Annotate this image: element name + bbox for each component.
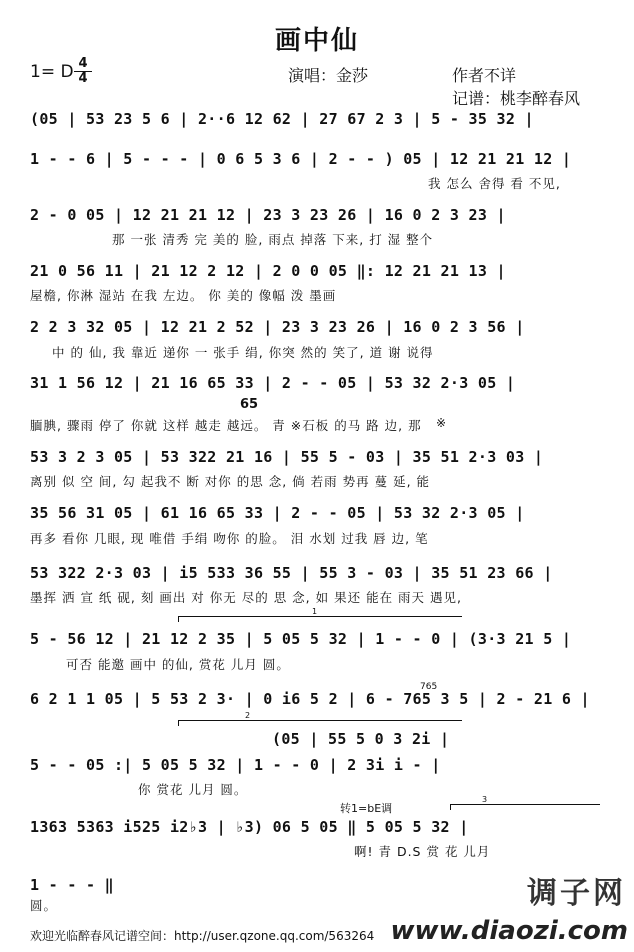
music-line-14: 1363 5363 i525 i2♭3 | ♭3) 06 5 05 ‖ 5 05 5 32 | xyxy=(30,818,469,836)
time-signature xyxy=(74,58,92,85)
music-line-7: 53 3 2 3 05 | 53 322 21 16 | 55 5 - 03 | 35 51 2·3 03 | xyxy=(30,448,544,466)
time-signature-top: 4 xyxy=(78,56,88,71)
lyric-line-6: 腼腆, 骤雨 停了 你就 这样 越走 越远。 青 ※石板 的马 路 边, 那 xyxy=(30,418,422,433)
time-signature-bottom: 4 xyxy=(78,71,88,86)
lyric-line-2: 我 怎么 舍得 看 不见, xyxy=(428,176,561,191)
music-line-3: 2 - 0 05 | 12 21 21 12 | 23 3 23 26 | 16 0 2 3 23 | xyxy=(30,206,506,224)
singer-credit: 演唱：金莎 xyxy=(288,66,369,85)
lyric-line-15: 圆。 xyxy=(30,898,58,913)
volta-2-label: 2 xyxy=(245,711,251,720)
volta-2-tick xyxy=(178,720,179,726)
music-line-6: 31 1 56 12 | 21 16 65 33 | 2 - - 05 | 53 32 2·3 05 | xyxy=(30,374,516,392)
volta-1-bracket xyxy=(178,616,462,617)
lyric-line-4: 屋檐, 你淋 湿站 在我 左边。 你 美的 像幅 泼 墨画 xyxy=(30,288,337,303)
key-change-note: 转1=bE调 xyxy=(340,802,393,815)
composer-credit: 作者不详 xyxy=(452,66,517,85)
footer-text: 欢迎光临醉春风记谱空间：http://user.qzone.qq.com/563264 xyxy=(30,929,375,943)
volta-3-label: 3 xyxy=(482,795,488,804)
music-line-12: (05 | 55 5 0 3 2i | xyxy=(272,730,450,748)
lyric-line-7: 离别 似 空 间, 勾 起我不 断 对你 的思 念, 倘 若雨 势再 蔓 延, 能 xyxy=(30,474,431,489)
song-title: 画中仙 xyxy=(274,26,359,56)
volta-1-label: 1 xyxy=(312,607,318,616)
grace-notes-765: 765 xyxy=(420,682,438,692)
lyric-line-9: 墨挥 洒 宣 纸 砚, 刻 画出 对 你无 尽的 思 念, 如 果还 能在 雨天 遇见, xyxy=(30,590,462,605)
music-line-13: 5 - - 05 :| 5 05 5 32 | 1 - - 0 | 2 3i i - | xyxy=(30,756,441,774)
lyric-line-10: 可否 能邀 画中 的仙, 赏花 儿月 圆。 xyxy=(66,657,290,672)
watermark-url: www.diaozi.com xyxy=(390,916,628,946)
music-line-11: 6 2 1 1 05 | 5 53 2 3· | 0 i6 5 2 | 6 - 765 3 5 | 2 - 21 6 | xyxy=(30,690,590,708)
lyric-line-8: 再多 看你 几眼, 现 唯借 手绢 吻你 的脸。 泪 水划 过我 唇 边, 笔 xyxy=(30,531,429,546)
music-line-5: 2 2 3 32 05 | 12 21 2 52 | 23 3 23 26 | 16 0 2 3 56 | xyxy=(30,318,525,336)
music-line-2: 1 - - 6 | 5 - - - | 0 6 5 3 6 | 2 - - ) 05 | 12 21 21 12 | xyxy=(30,150,572,168)
lyric-line-5: 中 的 仙, 我 靠近 递你 一 张手 绢, 你突 然的 笑了, 道 谢 说得 xyxy=(52,345,434,360)
volta-2-bracket xyxy=(178,720,462,721)
music-line-4: 21 0 56 11 | 21 12 2 12 | 2 0 0 05 ‖: 12 21 21 13 | xyxy=(30,262,506,280)
lyric-line-13: 你 赏花 儿月 圆。 xyxy=(138,782,248,797)
notator-credit: 记谱：桃李醉春风 xyxy=(452,89,581,108)
watermark-brand: 调子网 xyxy=(527,876,626,911)
music-line-8: 35 56 31 05 | 61 16 65 33 | 2 - - 05 | 53 32 2·3 05 | xyxy=(30,504,525,522)
volta-1-tick xyxy=(178,616,179,622)
volta-3-tick xyxy=(450,804,451,810)
under-note-65: 65 xyxy=(240,397,259,412)
lyric-line-3: 那 一张 清秀 完 美的 脸, 雨点 掉落 下来, 打 湿 整个 xyxy=(112,232,434,247)
music-line-1: (05 | 53 23 5 6 | 2··6 12 62 | 27 67 2 3 | 5 - 35 32 | xyxy=(30,110,534,128)
music-line-9: 53 322 2·3 03 | i5 533 36 55 | 55 3 - 03 | 35 51 23 66 | xyxy=(30,564,553,582)
music-line-10: 5 - 56 12 | 21 12 2 35 | 5 05 5 32 | 1 - - 0 | (3·3 21 5 | xyxy=(30,630,572,648)
volta-3-bracket xyxy=(450,804,600,805)
segno-sign: ※ xyxy=(436,416,447,430)
lyric-line-14: 啊! 青 D.S 赏 花 儿月 xyxy=(354,844,491,859)
key-signature: 1= D xyxy=(30,62,74,82)
music-line-15: 1 - - - ‖ xyxy=(30,876,114,894)
